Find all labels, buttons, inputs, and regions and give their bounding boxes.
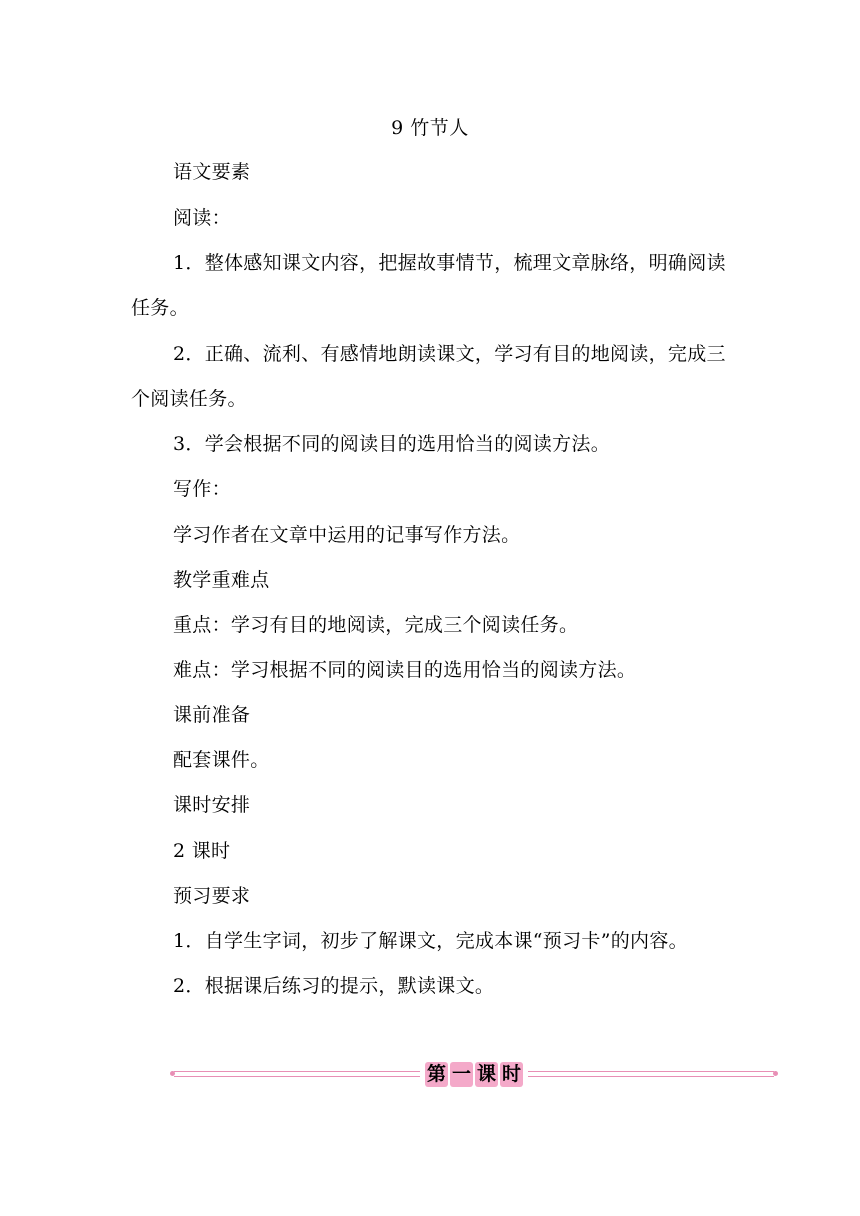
reading-item-2: 2．正确、流利、有感情地朗读课文，学习有目的地阅读，完成三个阅读任务。 — [131, 343, 726, 410]
divider-char: 一 — [451, 1062, 471, 1085]
divider-char: 第 — [426, 1062, 446, 1085]
heading-schedule: 课时安排 — [173, 794, 251, 816]
preview-item-2: 2．根据课后练习的提示，默读课文。 — [173, 975, 495, 997]
divider-dot-left — [170, 1071, 175, 1076]
lesson-section-divider — [170, 1060, 778, 1088]
heading-yuwen-elements: 语文要素 — [173, 161, 251, 183]
heading-preview-requirements: 预习要求 — [173, 885, 251, 907]
preparation-text: 配套课件。 — [173, 749, 270, 771]
lesson-title: 9 竹节人 — [391, 117, 469, 139]
first-lesson-label — [420, 1060, 528, 1088]
reading-item-3: 3．学会根据不同的阅读目的选用恰当的阅读方法。 — [173, 433, 610, 455]
heading-class-preparation: 课前准备 — [173, 704, 251, 726]
divider-dot-right — [773, 1071, 778, 1076]
preview-item-1: 1．自学生字词，初步了解课文，完成本课“预习卡”的内容。 — [173, 930, 688, 952]
writing-text: 学习作者在文章中运用的记事写作方法。 — [173, 524, 521, 546]
heading-reading: 阅读： — [173, 207, 231, 229]
divider-char: 时 — [501, 1062, 521, 1085]
heading-writing: 写作： — [173, 478, 231, 500]
key-point-text: 重点：学习有目的地阅读，完成三个阅读任务。 — [173, 614, 579, 636]
reading-item-1: 1．整体感知课文内容，把握故事情节，梳理文章脉络，明确阅读任务。 — [131, 252, 726, 319]
schedule-text: 2 课时 — [173, 840, 231, 862]
hard-point-text: 难点：学习根据不同的阅读目的选用恰当的阅读方法。 — [173, 659, 637, 681]
divider-char: 课 — [476, 1062, 496, 1085]
heading-teaching-difficulties: 教学重难点 — [173, 569, 270, 591]
